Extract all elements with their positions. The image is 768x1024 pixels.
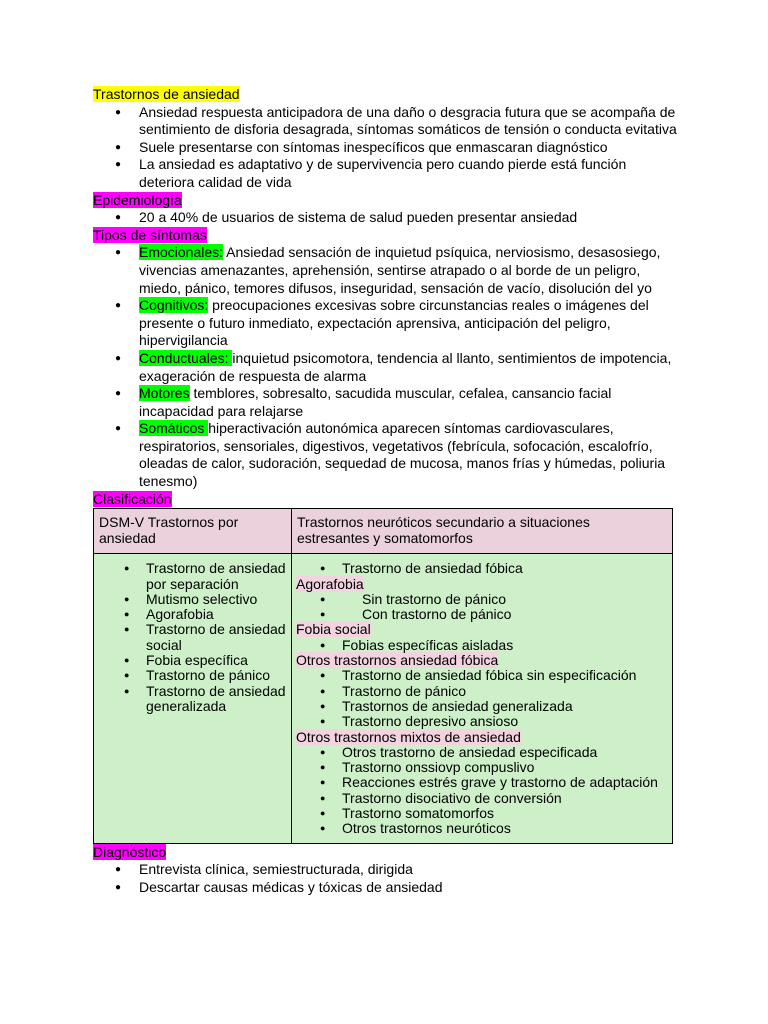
dsm-list — [98, 561, 286, 714]
table-header-row — [94, 509, 673, 554]
table-row — [94, 554, 673, 843]
list-item: ● Otros trastornos neuróticos — [342, 821, 667, 836]
list-item: ● Trastorno de pánico — [342, 684, 667, 699]
list-item: ● Otros trastorno de ansiedad especificada — [342, 745, 667, 760]
list-item: ● Suele presentarse con síntomas inespecíficos que enmascaran diagnóstico — [139, 139, 678, 157]
list-item — [139, 420, 678, 490]
section-title-diagnostico: Diagnóstico — [93, 843, 167, 860]
table-header-neuroticos: Trastornos neuróticos secundario a situaciones estresantes y somatomorfos — [292, 509, 673, 554]
symptom-label: Motores — [139, 385, 190, 402]
list-item — [139, 385, 678, 420]
section-title-ansiedad: Trastornos de ansiedad — [93, 86, 240, 102]
list-item: ● Fobia específica — [146, 653, 286, 668]
table-cell-dsm — [94, 554, 292, 843]
subheading-otros-mixtos: Otros trastornos mixtos de ansiedad — [296, 728, 521, 745]
list-item: ● Trastorno de ansiedad fóbica sin especificación — [342, 668, 667, 683]
subheading-fobia-social: Fobia social — [296, 621, 371, 638]
list-item: ● Con trastorno de pánico — [362, 607, 667, 622]
document-page — [93, 86, 678, 896]
list-item: ● Trastorno disociativo de conversión — [342, 791, 667, 806]
list-item: ● Trastorno onssiovp compuslivo — [342, 760, 667, 775]
list-item: ● Agorafobia — [146, 607, 286, 622]
epidemiologia-list — [93, 209, 678, 227]
list-item: ● Trastorno de ansiedad generalizada — [146, 684, 286, 715]
ansiedad-list — [93, 104, 678, 192]
symptom-label: Emocionales: — [139, 244, 224, 261]
list-item: ● Sin trastorno de pánico — [362, 592, 667, 607]
list-item — [139, 350, 678, 385]
symptom-text: temblores, sobresalto, sacudida muscular, cefalea, cansancio facial incapacidad para relajarse — [139, 385, 612, 419]
list-item: ● Reacciones estrés grave y trastorno de adaptación — [342, 775, 667, 790]
symptom-text: hiperactivación autonómica aparecen síntomas cardiovasculares, respiratorios, sensoriales, digestivos, vegetativos (febrícula, sofocación, escalofrío, oleadas de calor, sudoración, sequedad de mucosa, manos frías y húmedas, poliuria tenesmo) — [139, 420, 666, 490]
list-item: ● Trastorno de pánico — [146, 668, 286, 683]
list-item: ● Trastorno de ansiedad por separación — [146, 561, 286, 592]
list-item: ● Trastorno de ansiedad fóbica — [342, 561, 667, 576]
list-item: ● Ansiedad respuesta anticipadora de una daño o desgracia futura que se acompaña de sentimiento de disforia desagrada, síntomas somáticos de tensión o conducta evitativa — [139, 104, 678, 139]
list-item: ● 20 a 40% de usuarios de sistema de salud pueden presentar ansiedad — [139, 209, 678, 227]
list-item: ● Fobias específicas aisladas — [342, 638, 667, 653]
subheading-otros-fobica: Otros trastornos ansiedad fóbica — [296, 652, 499, 669]
sintomas-list — [93, 244, 678, 490]
fobia-social-list — [296, 638, 667, 653]
list-item: ● Mutismo selectivo — [146, 592, 286, 607]
symptom-text: inquietud psicomotora, tendencia al llanto, sentimientos de impotencia, exageración de respuesta de alarma — [139, 349, 672, 384]
table-cell-neuroticos — [292, 554, 673, 843]
section-title-epidemiologia: Epidemiología — [93, 191, 182, 208]
list-item — [139, 244, 678, 297]
otros-mixtos-list — [296, 745, 667, 837]
section-title-clasificacion: Clasificación — [93, 490, 172, 507]
classification-table — [93, 508, 673, 843]
list-item: ● Trastorno depresivo ansioso — [342, 714, 667, 729]
list-item — [139, 297, 678, 350]
agorafobia-list — [296, 592, 667, 623]
symptom-label: Conductuales: — [139, 349, 233, 366]
section-title-sintomas: Tipos de síntomas — [93, 226, 207, 243]
list-item: ● Trastorno somatomorfos — [342, 806, 667, 821]
symptom-text: Ansiedad sensación de inquietud psíquica, nerviosismo, desasosiego, vivencias amenazantes, aprehensión, sentirse atrapado o al borde de un peligro, miedo, pánico, temores difusos, inseguridad, sensación de vacío, disolución del yo — [139, 244, 661, 296]
list-item: ● Trastornos de ansiedad generalizada — [342, 699, 667, 714]
otros-fobica-list — [296, 668, 667, 729]
diagnostico-list — [93, 861, 678, 896]
symptom-text: preocupaciones excesivas sobre circunstancias reales o imágenes del presente o futuro inmediato, expectación aprensiva, anticipación del peligro, hipervigilancia — [139, 297, 649, 349]
symptom-label: Cognitivos: — [139, 297, 209, 314]
symptom-label: Somáticos — [139, 420, 209, 437]
list-item: ● La ansiedad es adaptativo y de supervivencia pero cuando pierde está función deteriora calidad de vida — [139, 156, 678, 191]
list-item: ● Trastorno de ansiedad social — [146, 622, 286, 653]
list-item: ● Descartar causas médicas y tóxicas de ansiedad — [139, 879, 678, 897]
list-item: ● Entrevista clínica, semiestructurada, dirigida — [139, 861, 678, 879]
table-header-dsm: DSM-V Trastornos por ansiedad — [94, 509, 292, 554]
neuroticos-first-list — [296, 561, 667, 576]
subheading-agorafobia: Agorafobia — [296, 575, 364, 592]
